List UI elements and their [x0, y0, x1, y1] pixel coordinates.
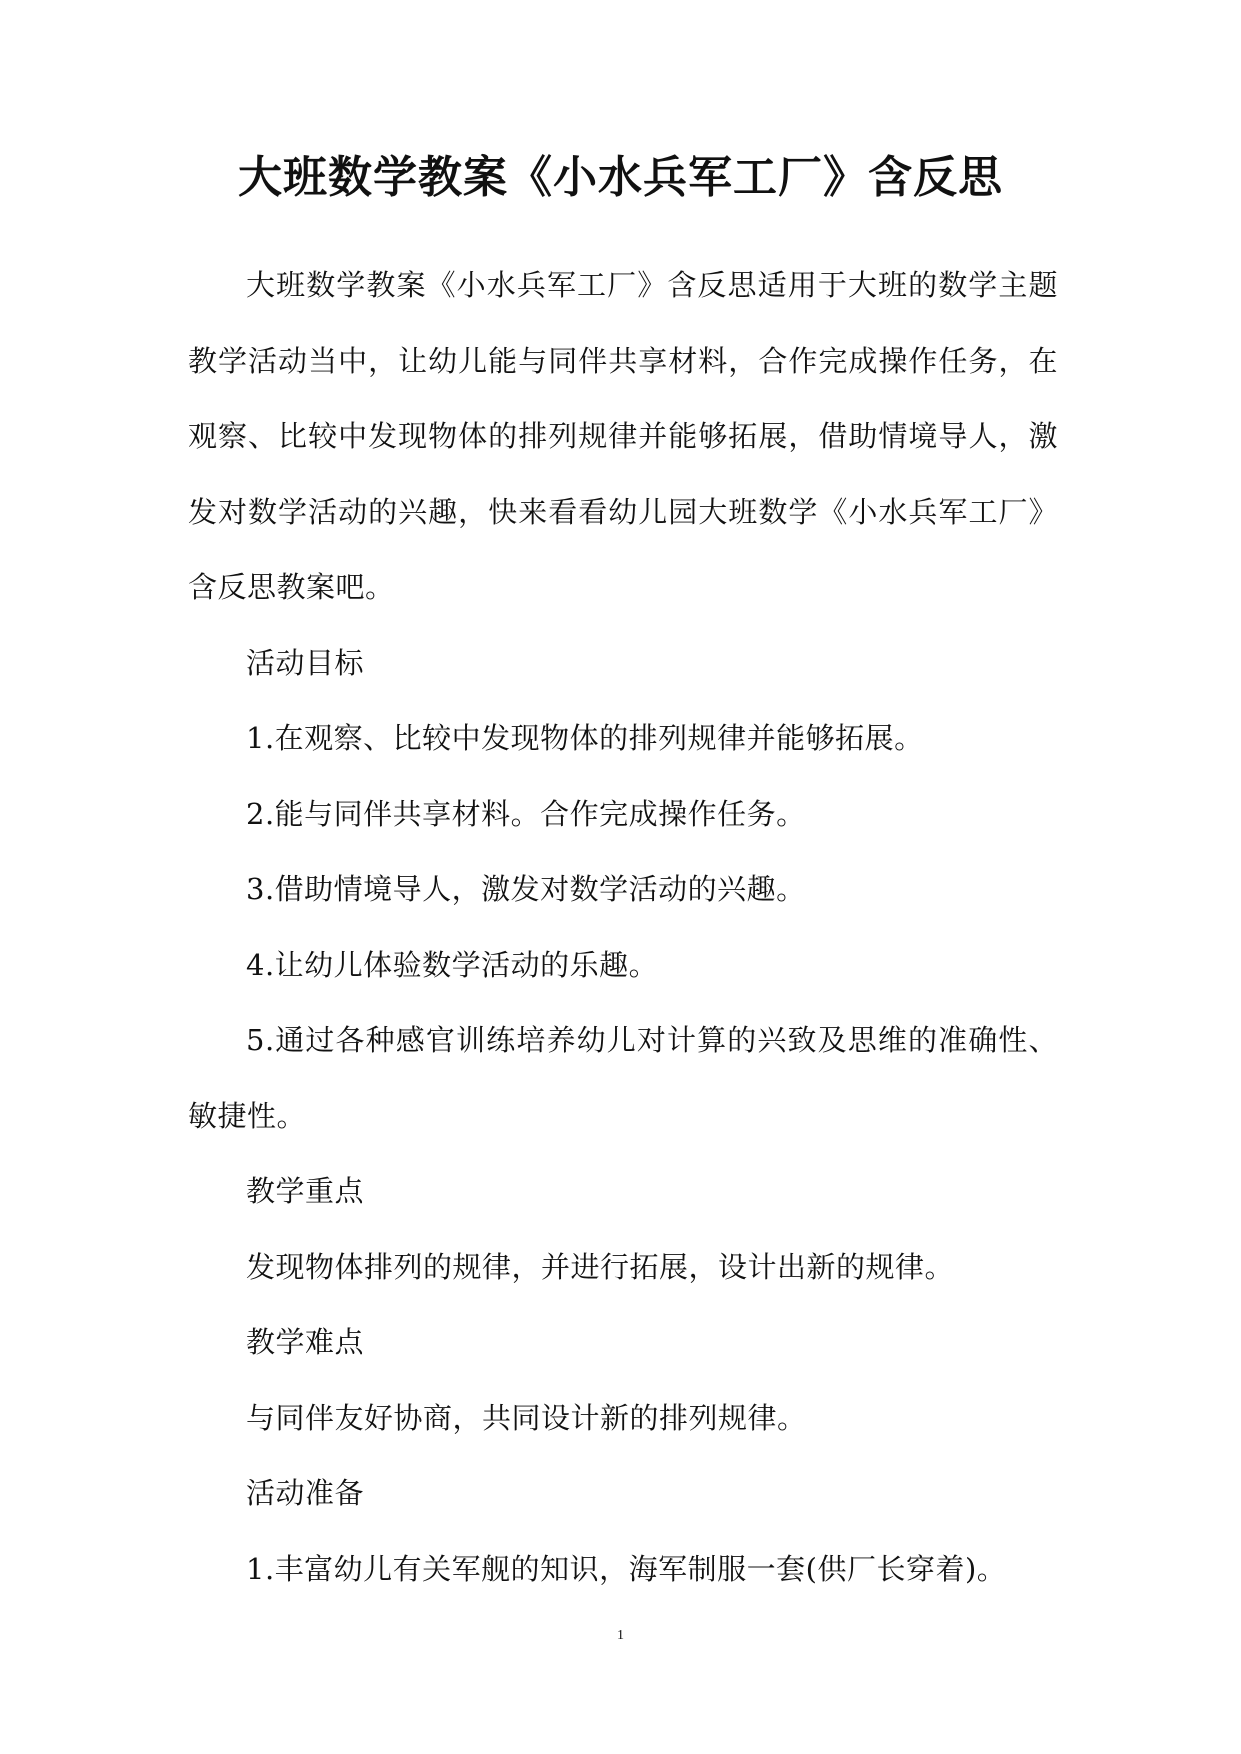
document-body	[188, 248, 1058, 1607]
goal-item-1: 1.在观察、比较中发现物体的排列规律并能够拓展。	[246, 721, 924, 755]
section-heading-key-points: 教学重点	[246, 1174, 365, 1208]
goal-item-2: 2.能与同伴共享材料。合作完成操作任务。	[246, 796, 806, 831]
section-heading-goals: 活动目标	[246, 645, 365, 680]
difficulties-text: 与同伴友好协商，共同设计新的排列规律。	[246, 1400, 807, 1435]
goal-item-3: 3.借助情境导人，激发对数学活动的兴趣。	[246, 872, 806, 906]
goal-item-4: 4.让幼儿体验数学活动的乐趣。	[246, 947, 659, 982]
preparation-item-1: 1.丰富幼儿有关军舰的知识，海军制服一套(供厂长穿着)。	[246, 1551, 1007, 1586]
section-heading-difficulties: 教学难点	[246, 1325, 365, 1359]
page-number: 1	[617, 1628, 624, 1643]
goal-item-5: 5.通过各种感官训练培养幼儿对计算的兴致及思维的准确性、敏捷性。	[188, 1023, 1058, 1133]
key-points-text: 发现物体排列的规律，并进行拓展，设计出新的规律。	[246, 1249, 955, 1284]
section-heading-preparation: 活动准备	[246, 1476, 365, 1510]
intro-paragraph: 大班数学教案《小水兵军工厂》含反思适用于大班的数学主题教学活动当中，让幼儿能与同伴共享材料，合作完成操作任务，在观察、比较中发现物体的排列规律并能够拓展，借助情境导人，激发对数学活动的兴趣，快来看看幼儿园大班数学《小水兵军工厂》含反思教案吧。	[188, 268, 1058, 604]
document-title: 大班数学教案《小水兵军工厂》含反思	[238, 152, 1003, 203]
